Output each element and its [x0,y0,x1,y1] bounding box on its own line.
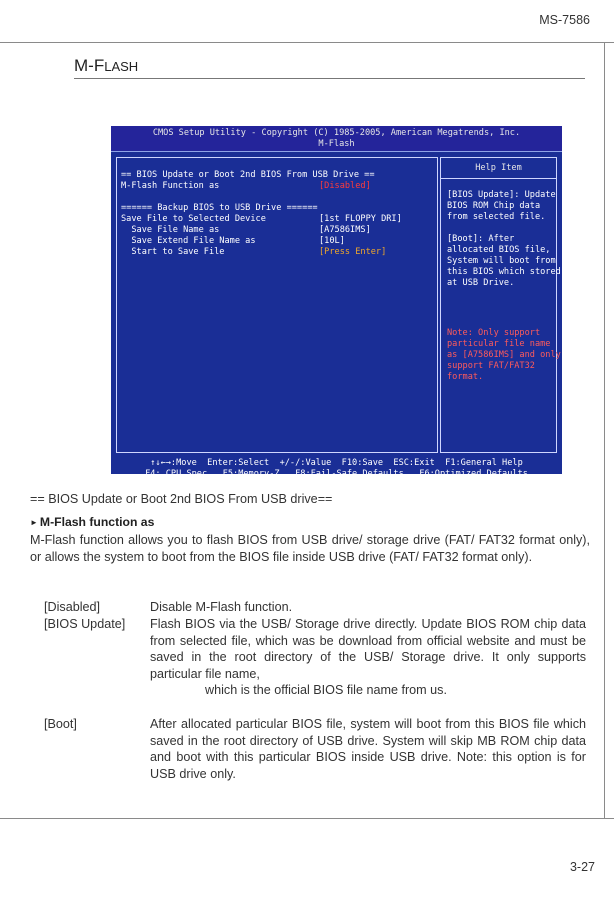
header-divider [0,42,614,43]
page-number: 3-27 [569,860,595,874]
bios-item-label[interactable]: Start to Save File [121,247,225,257]
doc-paragraph: M-Flash function allows you to flash BIOS from USB drive/ storage drive (FAT/ FAT32 format only), or allows the system to boot from the BIOS file inside USB drive (FAT/ FAT32 format only). [30,533,590,564]
option-label: [Disabled] [44,600,101,614]
option-description: After allocated particular BIOS file, system will boot from this BIOS file which saved in the root directory of USB drive. System will skip MB ROM chip data and boot with this particular BIOS inside USB drive. Note: this option is for USB drive only. [150,717,586,781]
doc-heading: == BIOS Update or Boot 2nd BIOS From USB drive== [30,492,333,506]
option-label: [BIOS Update] [44,617,126,631]
bios-item-value[interactable]: [1st FLOPPY DRI] [319,214,402,224]
bios-key-legend [111,458,562,480]
option-description: Disable M-Flash function. [150,600,293,614]
key-legend-line1: ↑↓←→:Move Enter:Select +/-/:Value F10:Save ESC:Exit F1:General Help [150,458,523,468]
bios-help-panel [440,157,561,453]
bios-item-value[interactable]: [10L] [319,236,345,246]
option-description-cont: which is the official BIOS file name from us. [205,683,447,698]
section-title [74,56,138,76]
bios-main-panel [116,157,438,453]
bios-title-bar [111,126,562,152]
section-title-first: M-F [74,56,105,75]
model-number: MS-7586 [539,13,590,27]
help-text: [BIOS Update]: Update BIOS ROM Chip data from selected file. [Boot]: After allocated BIOS file, System will boot from this BIOS which stored at USB Drive. [447,190,561,288]
footer-divider [0,818,614,819]
triangle-bullet-icon: ► [30,518,38,527]
bios-title-line2: M-Flash [318,139,355,149]
title-rule [74,78,585,79]
bios-item-label[interactable]: Save File to Selected Device [121,214,266,224]
bios-item-label[interactable]: Save File Name as [121,225,220,235]
bios-item-label[interactable]: M-Flash Function as [121,181,220,191]
doc-subheading-text: M-Flash function as [39,515,155,529]
bios-item-value[interactable]: [Press Enter] [319,247,387,257]
option-label: [Boot] [44,717,77,731]
option-description-text: Flash BIOS via the USB/ Storage drive directly. Update BIOS ROM chip data from selected file, which was be download from official website and must be saved in the root directory of the USB/ Storage drive. It only supports particular file name, [150,617,586,681]
help-note: Note: Only support particular file name as [A7586IMS] and only support FAT/FAT32 format. [447,328,561,382]
option-description [150,616,586,699]
section-title-rest: LASH [104,59,139,74]
bios-item-value[interactable]: [Disabled] [319,181,371,191]
help-header: Help Item [441,158,556,179]
bios-screen [111,126,562,479]
bios-group-header: ====== Backup BIOS to USB Drive ====== [121,203,318,213]
bios-item-label[interactable]: Save Extend File Name as [121,236,256,246]
side-rule [604,43,605,818]
key-legend-line2: F4: CPU Spec F5:Memory-Z F8:Fail-Safe Defaults F6:Optimized Defaults [145,469,528,479]
bios-item-value[interactable]: [A7586IMS] [319,225,371,235]
bios-group-header: == BIOS Update or Boot 2nd BIOS From USB Drive == [121,170,375,180]
doc-subheading [30,515,154,529]
bios-title-line1: CMOS Setup Utility - Copyright (C) 1985-2005, American Megatrends, Inc. [152,128,521,138]
